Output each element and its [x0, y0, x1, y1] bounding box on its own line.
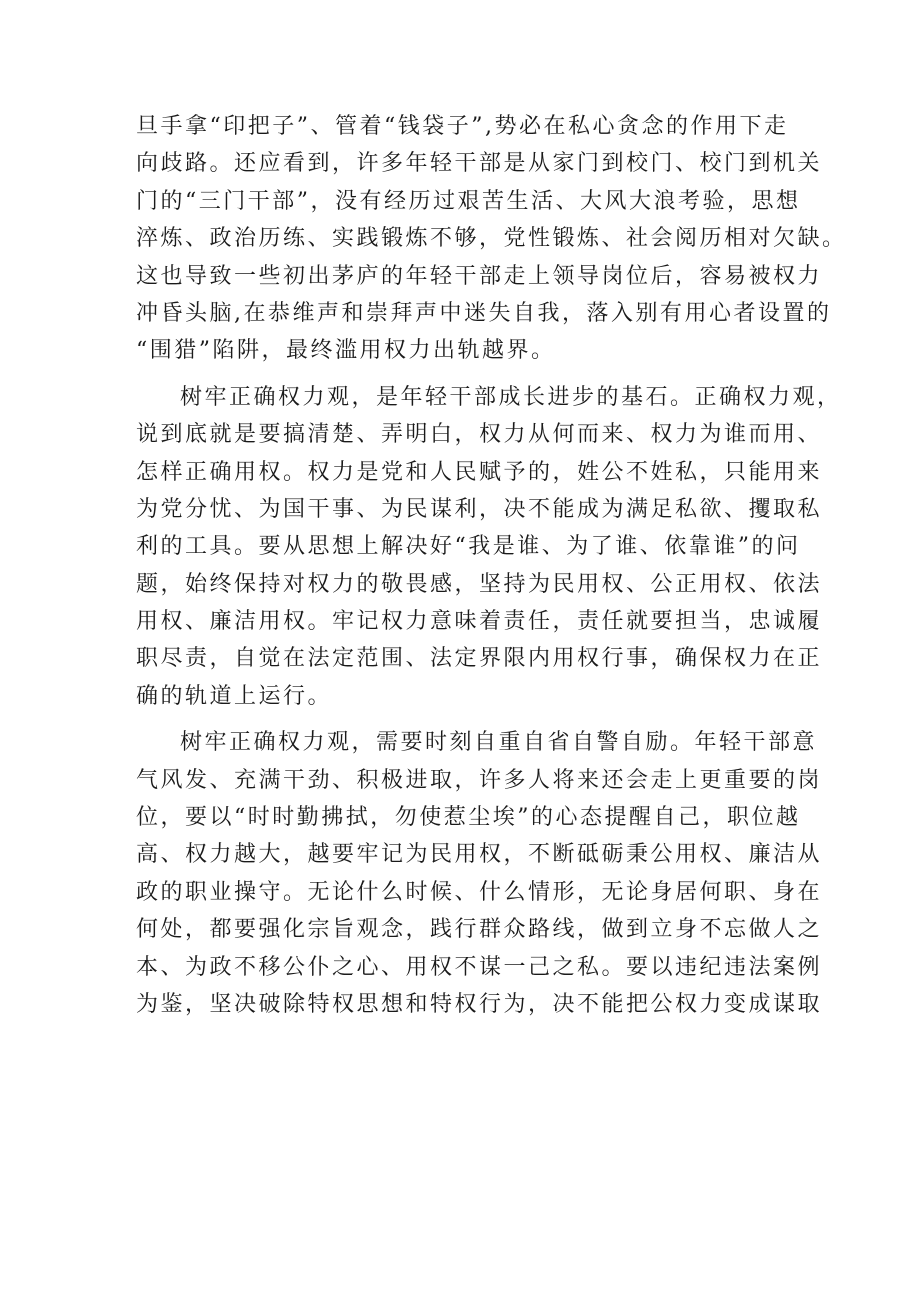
text-line: 题，始终保持对权力的敬畏感，坚持为民用权、公正用权、依法: [136, 571, 823, 597]
text-line: 高、权力越大，越要牢记为民用权，不断砥砺秉公用权、廉洁从: [136, 842, 823, 868]
text-line: 怎样正确用权。权力是党和人民赋予的，姓公不姓私，只能用来: [136, 459, 823, 485]
text-line: 位，要以“时时勤拂拭，勿使惹尘埃”的心态提醒自己，职位越: [136, 805, 801, 831]
text-line: 气风发、充满干劲、积极进取，许多人将来还会走上更重要的岗: [136, 767, 823, 793]
text-line: 政的职业操守。无论什么时候、什么情形，无论身居何职、身在: [136, 879, 823, 905]
text-line: 职尽责，自觉在法定范围、法定界限内用权行事，确保权力在正: [136, 646, 823, 672]
text-line: 树牢正确权力观，是年轻干部成长进步的基石。正确权力观，: [180, 384, 842, 410]
paragraph-spacer: [136, 370, 796, 379]
text-line: 确的轨道上运行。: [136, 683, 333, 709]
text-line: 门的“三门干部”，没有经历过艰苦生活、大风大浪考验，思想: [136, 188, 801, 214]
text-line: 利的工具。要从思想上解决好“我是谁、为了谁、依靠谁”的问: [136, 534, 801, 560]
text-line: 冲昏头脑,在恭维声和崇拜声中迷失自我，落入别有用心者设置的: [136, 300, 832, 326]
paragraph-3: [136, 724, 823, 1023]
text-line: 本、为政不移公仆之心、用权不谋一己之私。要以违纪违法案例: [136, 954, 823, 980]
text-line: 向歧路。还应看到，许多年轻干部是从家门到校门、校门到机关: [136, 151, 823, 177]
text-line: 说到底就是要搞清楚、弄明白，权力从何而来、权力为谁而用、: [136, 422, 823, 448]
text-line: 淬炼、政治历练、实践锻炼不够，党性锻炼、社会阅历相对欠缺。: [136, 226, 847, 252]
text-line: 为党分忧、为国干事、为民谋利，决不能成为满足私欲、攫取私: [136, 496, 823, 522]
text-line: 何处，都要强化宗旨观念，践行群众路线，做到立身不忘做人之: [136, 917, 823, 943]
text-line: 旦手拿“印把子”、管着“钱袋子”,势必在私心贪念的作用下走: [136, 114, 789, 139]
paragraph-spacer: [136, 715, 796, 724]
text-line: 树牢正确权力观，需要时刻自重自省自警自励。年轻干部意: [180, 730, 818, 756]
paragraph-2: [136, 379, 842, 716]
paragraph-1: [136, 108, 847, 370]
text-line: 为鉴，坚决破除特权思想和特权行为，决不能把公权力变成谋取: [136, 991, 823, 1017]
text-line: 这也导致一些初出茅庐的年轻干部走上领导岗位后，容易被权力: [136, 263, 823, 289]
body-text: [136, 108, 847, 1023]
text-line: “围猎”陷阱，最终滥用权力出轨越界。: [136, 338, 556, 364]
text-line: 用权、廉洁用权。牢记权力意味着责任，责任就要担当，忠诚履: [136, 609, 823, 635]
